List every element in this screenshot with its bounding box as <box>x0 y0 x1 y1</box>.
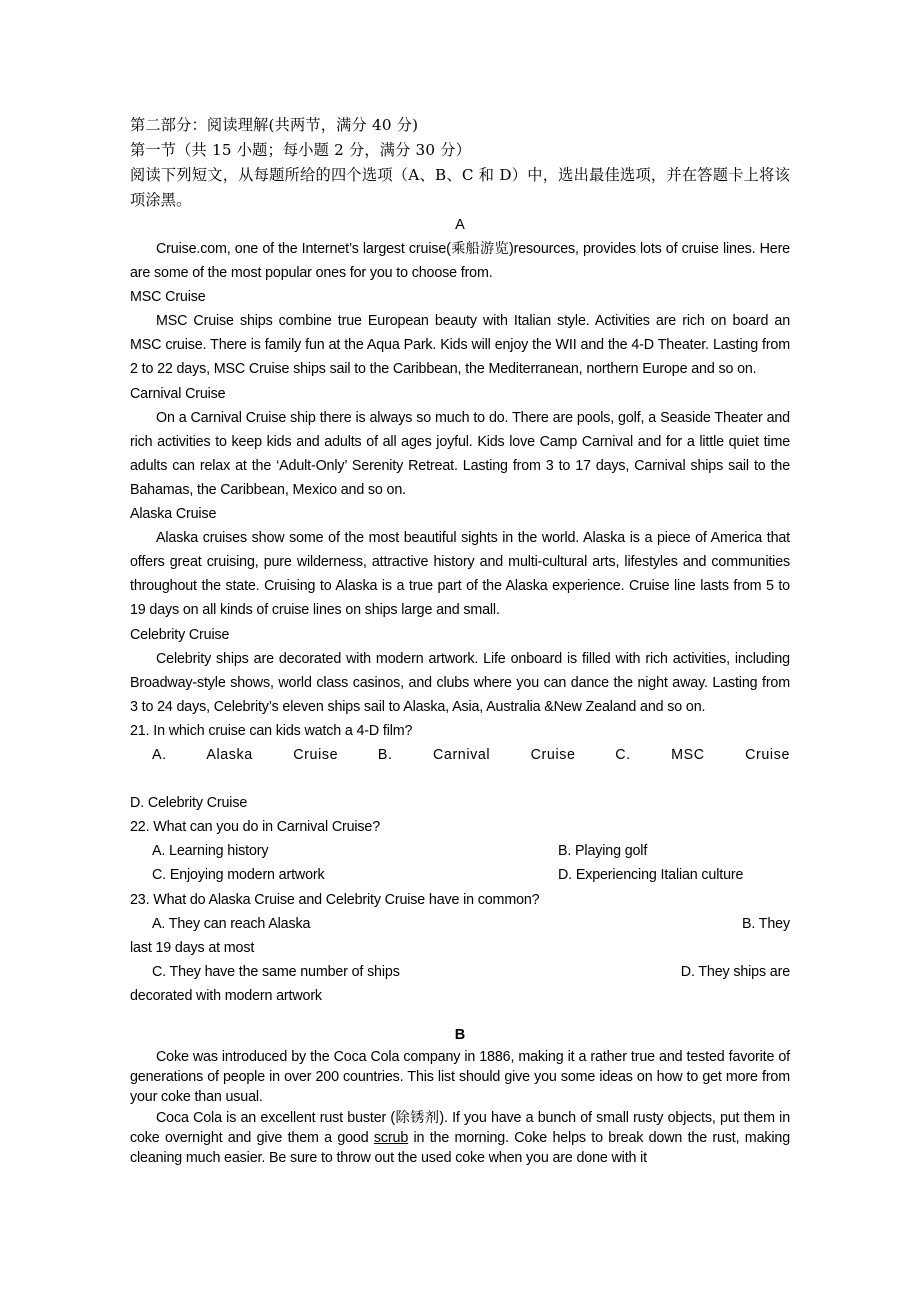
passage-a-text-alaska: Alaska cruises show some of the most beautiful sights in the world. Alaska is a piece of America that offers great cruising, pure wilderness, attractive history and multi-cultural arts, lifestyles and communities throughout the state. Cruising to Alaska is a true part of the Alaska experience. Cruise line lasts from 5 to 19 days on all kinds of cruise lines on ships large and small. <box>130 530 790 619</box>
question-23-option-a[interactable]: A. They can reach Alaska <box>152 915 311 932</box>
header-line-part-two: 第二部分：阅读理解(共两节，满分 40 分) <box>130 116 419 134</box>
passage-b-paragraph-1: Coke was introduced by the Coca Cola company in 1886, making it a rather true and tested favorite of generations of people in over 200 countries. This list should give you some ideas on how to get more from your coke than usual. <box>130 1049 790 1106</box>
question-23 <box>130 888 790 1008</box>
passage-a-text-carnival: On a Carnival Cruise ship there is always so much to do. There are pools, golf, a Seaside Theater and rich activities to keep kids and adults of all ages joyful. Kids love Camp Carnival and for a little quiet time adults can relax at the ‘Adult-Only’ Serenity Retreat. Lasting from 3 to 17 days, Carnival ships sail to the Bahamas, the Caribbean, Mexico and so on. <box>130 409 790 498</box>
underlined-word-scrub: scrub <box>373 1129 409 1146</box>
question-23-stem: 23. What do Alaska Cruise and Celebrity Cruise have in common? <box>130 891 540 908</box>
passage-b-letter: B <box>454 1027 466 1043</box>
passage-b-para2-part2: in the morning. Coke helps to break down the rust, making cleaning much easier. Be sure to throw out the used coke when you are done with it <box>130 1129 790 1167</box>
passage-b-paragraph-2 <box>130 1108 790 1169</box>
header-line-instructions: 阅读下列短文，从每题所给的四个选项（A、B、C 和 D）中，选出最佳选项，并在答题卡上将该项涂黑。 <box>130 166 790 209</box>
question-21-option-a[interactable]: A. Alaska Cruise <box>152 746 339 763</box>
question-21 <box>130 719 790 815</box>
passage-a-letter: A <box>455 217 465 233</box>
question-22-option-a[interactable]: A. Learning history <box>152 843 269 860</box>
passage-a-text-celebrity: Celebrity ships are decorated with modern artwork. Life onboard is filled with rich activities, including Broadway-style shows, world class casinos, and clubs where you can dance the night away. Lasting from 3 to 24 days, Celebrity’s eleven ships sail to Alaska, Asia, Australia &New Zealand and so on. <box>130 650 790 715</box>
question-22-stem: 22. What can you do in Carnival Cruise? <box>130 819 381 836</box>
passage-spacer <box>130 1008 790 1023</box>
question-21-option-b[interactable]: B. Carnival Cruise <box>377 746 576 763</box>
passage-a-heading-carnival: Carnival Cruise <box>130 385 226 402</box>
question-23-options-row-1 <box>130 912 790 936</box>
question-23-option-c[interactable]: C. They have the same number of ships <box>152 963 400 980</box>
question-21-option-d[interactable]: D. Celebrity Cruise <box>130 795 248 812</box>
question-21-option-c[interactable]: C. MSC Cruise <box>615 746 791 763</box>
header-line-section-one: 第一节（共 15 小题；每小题 2 分，满分 30 分） <box>130 141 472 159</box>
passage-a-heading-alaska: Alaska Cruise <box>130 506 217 523</box>
passage-b-body <box>130 1047 790 1168</box>
question-23-options-row-2 <box>130 960 790 984</box>
question-22-option-d[interactable]: D. Experiencing Italian culture <box>558 867 744 884</box>
passage-a-text-msc: MSC Cruise ships combine true European beauty with Italian style. Activities are rich on board an MSC cruise. There is family fun at the Aqua Park. Kids will enjoy the WII and the 4-D Theater. Lasting from 2 to 22 days, MSC Cruise ships sail to the Caribbean, the Mediterranean, northern Europe and so on. <box>130 313 790 378</box>
exam-section-header <box>130 113 790 213</box>
passage-b-para2-part1: Coca Cola is an excellent rust buster (除锈剂). If you have a bunch of small rusty objects, put them in coke overnight and give them a good <box>130 1109 790 1146</box>
passage-a-intro: Cruise.com, one of the Internet’s largest cruise(乘船游览)resources, provides lots of cruise lines. Here are some of the most popular ones for you to choose from. <box>130 241 790 282</box>
passage-a-body <box>130 237 790 719</box>
document-page <box>130 113 790 1168</box>
question-21-options-row <box>130 743 790 791</box>
passage-a-heading-celebrity: Celebrity Cruise <box>130 626 230 643</box>
passage-a-heading-msc: MSC Cruise <box>130 289 206 306</box>
question-22-option-b[interactable]: B. Playing golf <box>558 843 648 860</box>
question-23-option-b-cont[interactable]: last 19 days at most <box>130 939 255 956</box>
question-23-option-d-start[interactable]: D. They ships are <box>680 963 790 980</box>
question-21-stem: 21. In which cruise can kids watch a 4-D film? <box>130 722 413 739</box>
question-22 <box>130 815 790 887</box>
question-23-option-b-start[interactable]: B. They <box>742 915 790 932</box>
question-23-option-d-cont[interactable]: decorated with modern artwork <box>130 987 322 1004</box>
question-22-options-row-1 <box>130 839 790 863</box>
question-22-options-row-2 <box>130 863 790 887</box>
question-22-option-c[interactable]: C. Enjoying modern artwork <box>152 867 325 884</box>
